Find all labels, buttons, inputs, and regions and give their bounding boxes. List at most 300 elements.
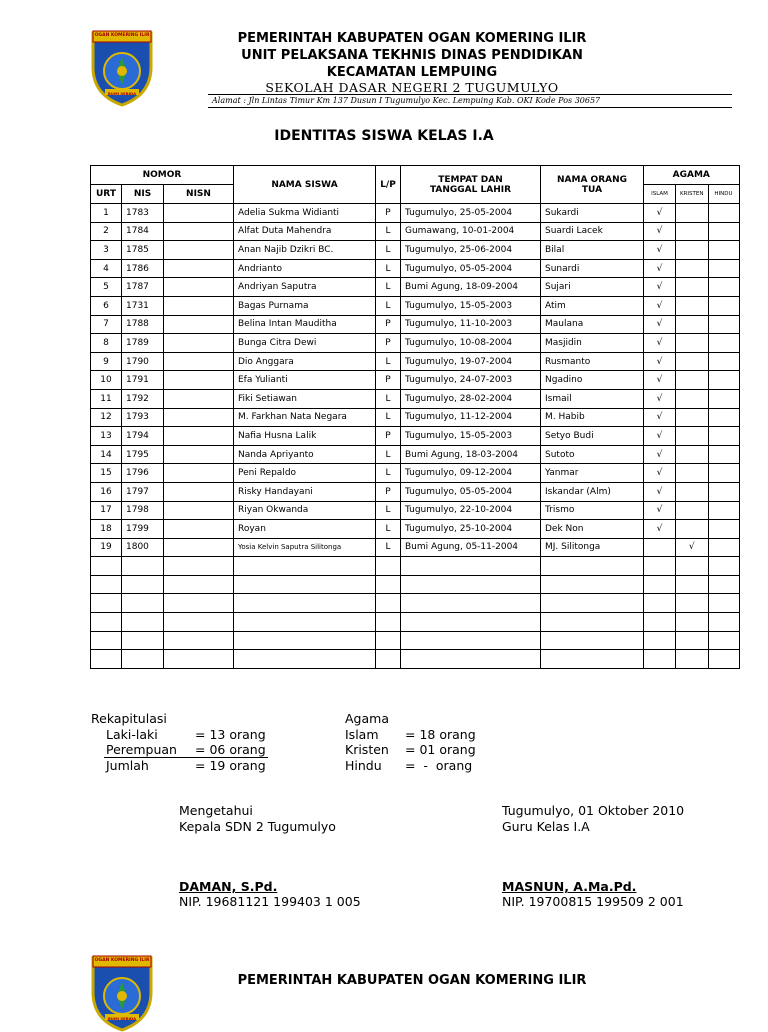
cell-nisn xyxy=(164,650,234,669)
cell-nisn xyxy=(164,371,234,390)
cell-hindu xyxy=(708,557,739,576)
cell-islam: √ xyxy=(644,204,676,223)
cell-ttl: Tugumulyo, 09-12-2004 xyxy=(401,464,541,483)
cell-nis: 1795 xyxy=(122,445,164,464)
cell-hindu xyxy=(708,241,739,260)
table-row xyxy=(91,427,740,446)
header-agama: AGAMA xyxy=(644,166,740,185)
header-islam: ISLAM xyxy=(644,185,676,204)
cell-nis: 1783 xyxy=(122,204,164,223)
cell-ortu: Sutoto xyxy=(541,445,644,464)
cell-islam: √ xyxy=(644,352,676,371)
cell-ttl: Bumi Agung, 05-11-2004 xyxy=(401,538,541,557)
table-row xyxy=(91,389,740,408)
header-ortu-line1: NAMA ORANG xyxy=(556,174,628,185)
cell-urt: 2 xyxy=(91,222,122,241)
header-ortu xyxy=(541,166,644,204)
cell-ttl xyxy=(401,575,541,594)
rekap-hindu-value: = - orang xyxy=(405,758,473,773)
header-ttl xyxy=(401,166,541,204)
cell-lp xyxy=(376,575,401,594)
cell-nisn xyxy=(164,631,234,650)
cell-nisn xyxy=(164,520,234,539)
cell-nama: Dio Anggara xyxy=(234,352,376,371)
page-title: IDENTITAS SISWA KELAS I.A xyxy=(274,128,494,144)
cell-ortu: Atim xyxy=(541,296,644,315)
cell-nis: 1794 xyxy=(122,427,164,446)
cell-nama: Riyan Okwanda xyxy=(234,501,376,520)
student-table xyxy=(90,165,740,669)
cell-nama: Royan xyxy=(234,520,376,539)
cell-lp: L xyxy=(376,520,401,539)
cell-nisn xyxy=(164,408,234,427)
cell-islam: √ xyxy=(644,427,676,446)
logo-text-top: OGAN KOMERING ILIR xyxy=(94,33,150,38)
cell-nis: 1790 xyxy=(122,352,164,371)
cell-nisn xyxy=(164,501,234,520)
cell-hindu xyxy=(708,408,739,427)
cell-hindu xyxy=(708,278,739,297)
cell-nis: 1796 xyxy=(122,464,164,483)
sig-left-name: DAMAN, S.Pd. xyxy=(179,879,278,894)
cell-nama: Bunga Citra Dewi xyxy=(234,334,376,353)
cell-nama: Anan Najib Dzikri BC. xyxy=(234,241,376,260)
cell-urt: 19 xyxy=(91,538,122,557)
cell-kristen xyxy=(676,278,709,297)
header-line-1: PEMERINTAH KABUPATEN OGAN KOMERING ILIR xyxy=(237,31,587,46)
cell-nisn xyxy=(164,278,234,297)
cell-ortu xyxy=(541,631,644,650)
header-ttl-line2: TANGGAL LAHIR xyxy=(429,184,512,195)
cell-nisn xyxy=(164,334,234,353)
cell-ttl: Tugumulyo, 19-07-2004 xyxy=(401,352,541,371)
header-hindu: HINDU xyxy=(708,185,739,204)
header-rule-bottom xyxy=(208,107,732,108)
cell-nis: 1786 xyxy=(122,259,164,278)
cell-urt: 13 xyxy=(91,427,122,446)
sig-right-line2: Guru Kelas I.A xyxy=(502,819,590,834)
cell-hindu xyxy=(708,501,739,520)
cell-islam: √ xyxy=(644,241,676,260)
cell-lp: L xyxy=(376,389,401,408)
cell-nama: Yosia Kelvin Saputra Silitonga xyxy=(234,538,376,557)
footer-line-1: PEMERINTAH KABUPATEN OGAN KOMERING ILIR xyxy=(237,973,587,988)
cell-nis: 1800 xyxy=(122,538,164,557)
cell-hindu xyxy=(708,352,739,371)
header-kristen: KRISTEN xyxy=(676,185,709,204)
cell-urt xyxy=(91,594,122,613)
table-row xyxy=(91,631,740,650)
cell-hindu xyxy=(708,315,739,334)
cell-nis: 1785 xyxy=(122,241,164,260)
cell-ttl xyxy=(401,650,541,669)
cell-lp xyxy=(376,594,401,613)
table-row xyxy=(91,278,740,297)
cell-nis xyxy=(122,650,164,669)
table-row xyxy=(91,204,740,223)
header-nama: NAMA SISWA xyxy=(234,166,376,204)
cell-hindu xyxy=(708,296,739,315)
cell-kristen xyxy=(676,259,709,278)
cell-nisn xyxy=(164,427,234,446)
table-row xyxy=(91,296,740,315)
cell-nisn xyxy=(164,445,234,464)
cell-islam: √ xyxy=(644,389,676,408)
cell-urt: 18 xyxy=(91,520,122,539)
cell-nama xyxy=(234,613,376,632)
cell-kristen xyxy=(676,371,709,390)
cell-nama: Andrianto xyxy=(234,259,376,278)
cell-islam: √ xyxy=(644,464,676,483)
cell-ortu xyxy=(541,650,644,669)
table-row xyxy=(91,259,740,278)
cell-nisn xyxy=(164,613,234,632)
cell-kristen xyxy=(676,222,709,241)
cell-nama: Andriyan Saputra xyxy=(234,278,376,297)
cell-hindu xyxy=(708,575,739,594)
cell-urt xyxy=(91,575,122,594)
cell-urt xyxy=(91,650,122,669)
rekap-perempuan-label: Perempuan xyxy=(106,742,177,757)
cell-kristen: √ xyxy=(676,538,709,557)
cell-nama xyxy=(234,650,376,669)
cell-nis: 1799 xyxy=(122,520,164,539)
table-row xyxy=(91,408,740,427)
table-row xyxy=(91,575,740,594)
cell-kristen xyxy=(676,334,709,353)
cell-urt xyxy=(91,631,122,650)
cell-nisn xyxy=(164,575,234,594)
cell-nis: 1784 xyxy=(122,222,164,241)
cell-urt xyxy=(91,557,122,576)
cell-kristen xyxy=(676,613,709,632)
cell-ttl: Gumawang, 10-01-2004 xyxy=(401,222,541,241)
cell-lp: L xyxy=(376,408,401,427)
cell-nisn xyxy=(164,296,234,315)
cell-nisn xyxy=(164,352,234,371)
cell-nama: Fiki Setiawan xyxy=(234,389,376,408)
cell-kristen xyxy=(676,464,709,483)
cell-lp xyxy=(376,631,401,650)
cell-hindu xyxy=(708,222,739,241)
cell-nama: M. Farkhan Nata Negara xyxy=(234,408,376,427)
rekap-islam-value: = 18 orang xyxy=(405,727,476,742)
cell-nama: Adelia Sukma Widianti xyxy=(234,204,376,223)
cell-ortu xyxy=(541,613,644,632)
table-row xyxy=(91,352,740,371)
cell-nis: 1731 xyxy=(122,296,164,315)
rekap-perempuan-value: = 06 orang xyxy=(195,742,266,757)
cell-ortu: Bilal xyxy=(541,241,644,260)
cell-urt: 15 xyxy=(91,464,122,483)
cell-nisn xyxy=(164,241,234,260)
sig-left-line2: Kepala SDN 2 Tugumulyo xyxy=(179,819,336,834)
cell-lp: L xyxy=(376,222,401,241)
cell-ttl: Tugumulyo, 11-10-2003 xyxy=(401,315,541,334)
cell-kristen xyxy=(676,352,709,371)
cell-ttl xyxy=(401,557,541,576)
cell-lp: P xyxy=(376,427,401,446)
cell-ortu: Rusmanto xyxy=(541,352,644,371)
cell-kristen xyxy=(676,389,709,408)
cell-nis xyxy=(122,613,164,632)
cell-ortu xyxy=(541,557,644,576)
rekap-agama-title: Agama xyxy=(345,711,389,726)
cell-ttl: Tugumulyo, 22-10-2004 xyxy=(401,501,541,520)
cell-nama xyxy=(234,594,376,613)
cell-nis: 1797 xyxy=(122,482,164,501)
cell-lp: L xyxy=(376,538,401,557)
cell-islam: √ xyxy=(644,408,676,427)
header-line-3: KECAMATAN LEMPUING xyxy=(326,65,498,80)
cell-nama: Peni Repaldo xyxy=(234,464,376,483)
cell-nis: 1789 xyxy=(122,334,164,353)
rekap-kristen-value: = 01 orang xyxy=(405,742,476,757)
cell-hindu xyxy=(708,631,739,650)
cell-lp: P xyxy=(376,371,401,390)
cell-lp: L xyxy=(376,501,401,520)
cell-islam xyxy=(644,557,676,576)
header-line-2: UNIT PELAKSANA TEKHNIS DINAS PENDIDIKAN xyxy=(241,48,583,63)
header-ortu-line2: TUA xyxy=(581,184,603,195)
cell-kristen xyxy=(676,557,709,576)
cell-kristen xyxy=(676,482,709,501)
cell-hindu xyxy=(708,389,739,408)
cell-nama xyxy=(234,575,376,594)
cell-islam: √ xyxy=(644,259,676,278)
cell-kristen xyxy=(676,520,709,539)
cell-nama: Nanda Apriyanto xyxy=(234,445,376,464)
cell-nis: 1788 xyxy=(122,315,164,334)
cell-islam: √ xyxy=(644,501,676,520)
cell-nis: 1792 xyxy=(122,389,164,408)
cell-nis xyxy=(122,594,164,613)
footer-logo-text-bottom: BUMI SEBIDA xyxy=(107,1016,137,1021)
cell-urt xyxy=(91,613,122,632)
table-row xyxy=(91,594,740,613)
cell-ortu: Trismo xyxy=(541,501,644,520)
cell-islam: √ xyxy=(644,445,676,464)
table-row xyxy=(91,482,740,501)
cell-ttl xyxy=(401,594,541,613)
cell-lp xyxy=(376,557,401,576)
rekap-title: Rekapitulasi xyxy=(91,711,167,726)
cell-ttl: Bumi Agung, 18-09-2004 xyxy=(401,278,541,297)
cell-islam xyxy=(644,575,676,594)
cell-lp: L xyxy=(376,296,401,315)
cell-ttl: Tugumulyo, 25-06-2004 xyxy=(401,241,541,260)
cell-nis: 1791 xyxy=(122,371,164,390)
cell-ortu: MJ. Silitonga xyxy=(541,538,644,557)
cell-urt: 6 xyxy=(91,296,122,315)
cell-hindu xyxy=(708,371,739,390)
cell-kristen xyxy=(676,445,709,464)
cell-nisn xyxy=(164,482,234,501)
rekap-kristen-label: Kristen xyxy=(345,742,389,757)
cell-ortu: Ngadino xyxy=(541,371,644,390)
cell-nis xyxy=(122,557,164,576)
header-nis: NIS xyxy=(122,185,164,204)
cell-islam: √ xyxy=(644,482,676,501)
cell-urt: 10 xyxy=(91,371,122,390)
cell-ortu: Sujari xyxy=(541,278,644,297)
cell-nama: Risky Handayani xyxy=(234,482,376,501)
table-row xyxy=(91,222,740,241)
rekap-jumlah-label: Jumlah xyxy=(106,758,149,773)
cell-islam xyxy=(644,538,676,557)
cell-islam: √ xyxy=(644,278,676,297)
cell-ttl: Tugumulyo, 28-02-2004 xyxy=(401,389,541,408)
cell-ortu: M. Habib xyxy=(541,408,644,427)
cell-nama: Alfat Duta Mahendra xyxy=(234,222,376,241)
cell-nisn xyxy=(164,315,234,334)
cell-lp: L xyxy=(376,278,401,297)
logo-text-bottom: BUMI SEBIDA xyxy=(107,91,137,96)
cell-ortu: Setyo Budi xyxy=(541,427,644,446)
cell-ttl: Tugumulyo, 11-12-2004 xyxy=(401,408,541,427)
cell-nama xyxy=(234,631,376,650)
cell-lp: P xyxy=(376,315,401,334)
cell-nis: 1798 xyxy=(122,501,164,520)
table-row xyxy=(91,315,740,334)
cell-urt: 8 xyxy=(91,334,122,353)
cell-urt: 4 xyxy=(91,259,122,278)
cell-islam: √ xyxy=(644,315,676,334)
rekap-jumlah-value: = 19 orang xyxy=(195,758,266,773)
cell-nama: Bagas Purnama xyxy=(234,296,376,315)
rekap-hindu-label: Hindu xyxy=(345,758,382,773)
cell-hindu xyxy=(708,538,739,557)
table-row xyxy=(91,371,740,390)
table-row xyxy=(91,334,740,353)
table-row xyxy=(91,520,740,539)
cell-ttl xyxy=(401,613,541,632)
cell-urt: 3 xyxy=(91,241,122,260)
cell-hindu xyxy=(708,650,739,669)
rekap-islam-label: Islam xyxy=(345,727,379,742)
cell-nama: Nafia Husna Lalik xyxy=(234,427,376,446)
cell-islam xyxy=(644,594,676,613)
header-ttl-line1: TEMPAT DAN xyxy=(438,174,503,185)
cell-lp: L xyxy=(376,241,401,260)
cell-islam: √ xyxy=(644,222,676,241)
cell-ortu: Dek Non xyxy=(541,520,644,539)
sig-right-name: MASNUN, A.Ma.Pd. xyxy=(502,879,637,894)
cell-nisn xyxy=(164,557,234,576)
cell-urt: 11 xyxy=(91,389,122,408)
cell-islam: √ xyxy=(644,334,676,353)
cell-hindu xyxy=(708,594,739,613)
table-row xyxy=(91,557,740,576)
cell-nis: 1793 xyxy=(122,408,164,427)
sig-right-line1: Tugumulyo, 01 Oktober 2010 xyxy=(502,803,685,818)
cell-nama xyxy=(234,557,376,576)
header-lp: L/P xyxy=(376,166,401,204)
cell-ortu: Yanmar xyxy=(541,464,644,483)
cell-nisn xyxy=(164,222,234,241)
cell-lp: L xyxy=(376,445,401,464)
cell-nis: 1787 xyxy=(122,278,164,297)
cell-nisn xyxy=(164,594,234,613)
cell-hindu xyxy=(708,204,739,223)
cell-urt: 12 xyxy=(91,408,122,427)
cell-lp: L xyxy=(376,464,401,483)
cell-kristen xyxy=(676,241,709,260)
cell-ttl: Tugumulyo, 15-05-2003 xyxy=(401,427,541,446)
cell-lp: P xyxy=(376,334,401,353)
cell-ttl: Tugumulyo, 05-05-2004 xyxy=(401,482,541,501)
cell-urt: 17 xyxy=(91,501,122,520)
table-row xyxy=(91,241,740,260)
cell-kristen xyxy=(676,204,709,223)
cell-kristen xyxy=(676,315,709,334)
table-row xyxy=(91,650,740,669)
cell-hindu xyxy=(708,482,739,501)
cell-kristen xyxy=(676,501,709,520)
table-row xyxy=(91,464,740,483)
cell-urt: 9 xyxy=(91,352,122,371)
cell-kristen xyxy=(676,296,709,315)
cell-urt: 5 xyxy=(91,278,122,297)
cell-kristen xyxy=(676,631,709,650)
footer-logo-text-top: OGAN KOMERING ILIR xyxy=(94,958,150,963)
cell-ttl: Tugumulyo, 05-05-2004 xyxy=(401,259,541,278)
cell-urt: 7 xyxy=(91,315,122,334)
cell-hindu xyxy=(708,464,739,483)
cell-urt: 1 xyxy=(91,204,122,223)
cell-ttl: Tugumulyo, 15-05-2003 xyxy=(401,296,541,315)
cell-nisn xyxy=(164,538,234,557)
cell-nisn xyxy=(164,259,234,278)
cell-lp: P xyxy=(376,204,401,223)
cell-hindu xyxy=(708,445,739,464)
cell-kristen xyxy=(676,594,709,613)
cell-ortu: Masjidin xyxy=(541,334,644,353)
cell-hindu xyxy=(708,259,739,278)
sig-right-nip: NIP. 19700815 199509 2 001 xyxy=(502,894,684,909)
cell-nisn xyxy=(164,204,234,223)
cell-ortu: Maulana xyxy=(541,315,644,334)
cell-nama: Belina Intan Mauditha xyxy=(234,315,376,334)
cell-ortu: Suardi Lacek xyxy=(541,222,644,241)
cell-lp xyxy=(376,613,401,632)
cell-islam: √ xyxy=(644,520,676,539)
cell-nis xyxy=(122,631,164,650)
cell-kristen xyxy=(676,427,709,446)
cell-hindu xyxy=(708,427,739,446)
cell-islam: √ xyxy=(644,371,676,390)
cell-ttl: Tugumulyo, 25-05-2004 xyxy=(401,204,541,223)
rekap-laki-label: Laki-laki xyxy=(106,727,158,742)
cell-urt: 14 xyxy=(91,445,122,464)
sig-left-nip: NIP. 19681121 199403 1 005 xyxy=(179,894,361,909)
cell-ortu: Ismail xyxy=(541,389,644,408)
cell-hindu xyxy=(708,334,739,353)
sig-left-line1: Mengetahui xyxy=(179,803,253,818)
table-row xyxy=(91,538,740,557)
header-address: Alamat : Jln Lintas Timur Km 137 Dusun I Tugumulyo Kec. Lempuing Kab. OKI Kode Pos 30657 xyxy=(212,96,601,105)
cell-ortu: Sunardi xyxy=(541,259,644,278)
cell-ttl: Bumi Agung, 18-03-2004 xyxy=(401,445,541,464)
cell-ttl: Tugumulyo, 25-10-2004 xyxy=(401,520,541,539)
cell-nisn xyxy=(164,389,234,408)
cell-lp: L xyxy=(376,352,401,371)
cell-ortu xyxy=(541,594,644,613)
table-row xyxy=(91,445,740,464)
cell-ortu: Sukardi xyxy=(541,204,644,223)
cell-kristen xyxy=(676,408,709,427)
header-nomor: NOMOR xyxy=(91,166,234,185)
